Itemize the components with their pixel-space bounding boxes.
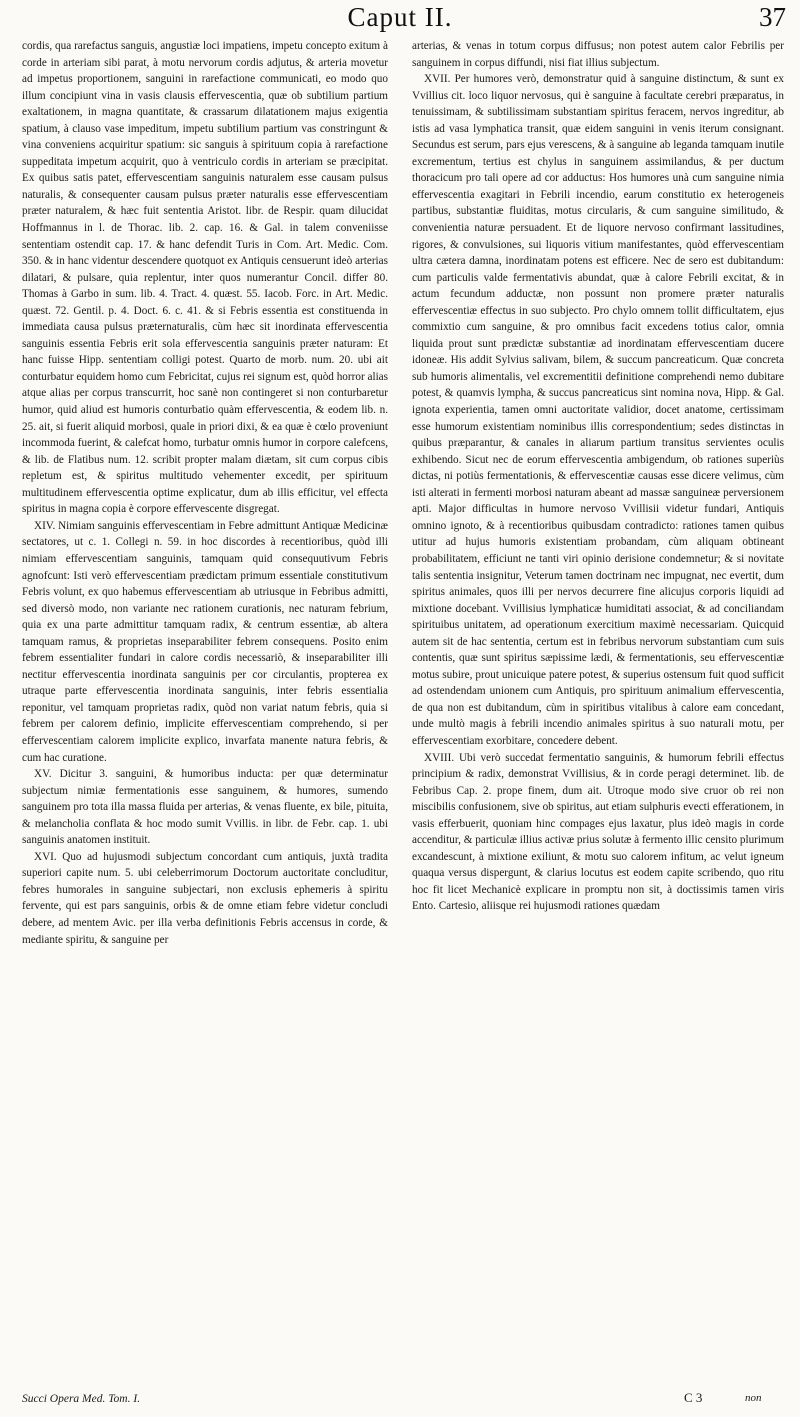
running-header <box>0 0 800 34</box>
paragraph: XV. Dicitur 3. sanguini, & humoribus inducta: per quæ determinatur subjectum nimiæ fermentationis esse sanguinem, & humores, sumendo sanguinem pro tota illa massa fluida per arterias, & venas fluente, ex bile, pituita, & melancholia conflata & hoc modo sumit Vvillis. in libr. de Febr. cap. 1. ubi sanguinis anatomen instituit. <box>22 768 388 847</box>
right-column <box>412 38 784 915</box>
paragraph: XVI. Quo ad hujusmodi subjectum concordant cum antiquis, juxtà tradita superiori capite num. 5. ubi celeberrimorum Doctorum auctoritate concluditur, febres humorales in sanguine subjectari, non exclusis ephemeris à spiritu fervente, qui est pars sanguinis, orbis & de omne etiam febre videtur concludi debere, ad mentem Avic. per illa verba definitionis Febris accensus in corde, & mediante spiritu, & sanguine per <box>22 850 388 946</box>
catchword: non <box>745 1392 762 1404</box>
left-column <box>22 38 388 948</box>
chapter-title: Caput II. <box>347 2 453 32</box>
paragraph: cordis, qua rarefactus sanguis, angustiæ loci impatiens, impetu concepto exitum à corde in arteriam sibi parat, à motu nervorum cordis adjutus, & arteria movetur ad impetus proportionem, sanguini in rarefactione communicati, eo modo quo illum concipiunt vina in vasis clausis effervescentia, quæ ob subtilium partium exaltationem, in magna quantitate, & crassarum dilatationem majus exigentia spatium, à clauso vase impeditum, impetu subtilium partium vas constringunt & vina conveniens acquiritur spatium: sic sanguis à spirituum copia à rarefactione suppeditata impetum acquirit, quo à ventriculo cordis in arteriam se præcipitat. Ex quibus satis patet, effervescentiam sanguinis naturalem esse causam pulsus naturalis, & consequenter causam pulsus præter naturalis esse effervescentiam præter naturalem, & hæc fuit sententia Aristot. libr. de Respir. quam dilucidat Hoffmannus in l. de Thorac. lib. 2. cap. 16. & Gal. in talem conveniisse sententiam ostendit cap. 17. & hanc defendit Turis in Com. Art. Medic. Com. 350. & in hanc videntur descendere quotquot ex Antiquis censuerunt ideò arterias dilatari, & pulsare, quia replentur, inter quos numerantur Concil. differ 80. Thomas à Garbo in sum. lib. 4. Tract. 4. quæst. 55. Iacob. Forc. in Art. Medic. quæst. 72. Gentil. p. 4. Doct. 6. c. 41. & si Febris essentia est constituenda in immediata causa pulsus præternaturalis, cùm hæc sit inordinata effervescentia sanguinis essentia Febris erit sola effervescentia sanguinis præter naturam: Et hanc fuisse Hipp. sententiam colligi potest. Quarto de morb. num. 20. ubi ait conturbatur equidem homo cum Febricitat, cujus rei signum est, quòd horror alias atque alias per corpus transcurrit, hoc sanè non contingeret si non conturbaretur humor, quid aliud est humoris conturbatio quàm effervescentia, & eodem lib. n. 25. ait, si fuerit aliquid morbosi, quale in priori dixi, & ea quæ è cœlo proveniunt incommoda fuerint, & calefcat homo, turbatur omnis humor in corpore calefcens, & lib. de Flatibus num. 12. scribit propter malam diætam, sit cum corpus cibis repletum est, & spiritus multitudo vehementer excedit, per spirituum multitudinem effervescentia optime explicatur, dum ab illis efficitur, vel effecta spiritus in magna copia è corpore effervescente disgregat. <box>22 40 388 516</box>
signature-line: Succi Opera Med. Tom. I. <box>22 1393 141 1405</box>
signature-mark: C 3 <box>684 1390 703 1405</box>
paragraph: arterias, & venas in totum corpus diffusus; non potest autem calor Febrilis per sanguinem in corpus diffundi, nisi fiat illius subjectum. <box>412 40 784 69</box>
paragraph: XVII. Per humores verò, demonstratur quid à sanguine distinctum, & sunt ex Vvillius cit. loco liquor nervosus, qui è sanguine à facultate cerebri præparatus, in tenuissimam, & subtilissimam substantiam spiritus feracem, nervos ingreditur, ab istis ad vasa lymphatica transit, quæ eidem sanguini in venis iterum consignant. Secundus est serum, pars ejus verescens, & à sanguine ab leganda tamquam inutile excrementum, tertius est chylus in sanguinem assimilandus, & per ductum thoracicum pro tali opere ad cor adductus: Hos humores unà cum sanguine nimia effervescentia exagitari in Febrili incendio, earum constitutio ex heterogeneis partibus, substantiæ fluiditas, motus circularis, & cum sanguine similitudo, & convenientia naturæ persuadent. Et de liquore nervoso confirmant lassitudines, rigores, & convulsiones, sui liquoris vitium manifestantes, quòd effervescentiam ultra cætera damna, inordinatam potens est efficere. Nec de sero est dubitandum: cum particulis valde fermentativis abundat, quæ à calore Febrili excitat, & in actum fecundum adductæ, non possunt non promere præter naturalis effervescentiæ effectus in suo subjecto. Pro chylo omnem tollit difficultatem, ejus commixtio cum sanguine, & pro omnibus facit excedens totius calor, omnia liquida prout sunt prædictæ substantiæ ad inordinatam effervescentiam ducere idoneæ. His addit Sylvius salivam, bilem, & succum pancreaticum. Quæ concreta sub humoris alimentalis, vel excrementitii definitione comprehendi nemo dubitare potest, & quamvis lympha, & succus pancreaticus sint nomina nova, Hipp. & Gal. ignota experientia, tamen omni auctoritate validior, docet anatome, certissimam esse humorum existentiam nominibus illis correspondentium; sedes distinctas in quibus præparantur, & canales in aliarum partium transitus servientes oculis exhibendo. Sicut nec de eorum effervescentia ambigendum, ob rationes superiùs dictas, ni potiùs fermentationis, & effervescentiæ causas esse dicere velimus, cùm isti alterati in fermenti morbosi naturam abeant ad massæ sanguineæ perversionem apti. Major difficultas in humore nervoso Vvillisii videtur fundari, Antiquis omnino ignoto, & à recentioribus quibusdam contradicto: rationes tamen quibus utitur ad hujus humoris existentiam probandam, cùm aliquam obtineant probabilitatem, efficiunt ne tanti viri opinio derisione condemnetur; & si novitate talis sententia insignitur, Veterum tamen doctrinam nec impugnat, nec evertit, dum spiritus animales, quos illi per nervos decurrere fine alicujus corporis liquidi ad mixtione docebant. Vvillisius lymphaticæ humiditati associat, & ad conciliandam spirituibus unitatem, ad operationum exercitium maximè necessariam. Quicquid autem sit de hac sententia, certum est in febribus nervorum substantiam cum suis contentis, quæ sunt spiritus sæpissime lædi, & fermentationis, seu effervescentiæ motus subire, prout unicuique patere potest, & superius ostensum fuit quod sufficit ad ostendendam unionem cum Antiquis, pro spirituum animalium effervescentia, de qua non est dubitandum, cùm in spiritibus vitalibus à calore eam concedant, unde multò magis à febrili incendio animales spiritus à suo naturali motu, per effervescentiam exorbitare, concedere debent. <box>412 73 784 747</box>
paragraph: XVIII. Ubi verò succedat fermentatio sanguinis, & humorum febrili effectus principium & radix, demonstrat Vvillisius, & in corde peragi determinet. lib. de Febribus Cap. 2. prope finem, dum ait. Utroque modo sive cruor ob rei non miscibilis confusionem, sive ob spiritus, aut etiam sulphuris evecti efferationem, in vasis efferbuerit, quoniam hinc compages ejus laxatur, plus ideò magis in corde accenditur, & particulæ illius activæ prius solutæ à fermento illic censito plurimum excandescunt, à mixtione exiliunt, & motu suo calorem infitum, ac velut igneum quaqua versus dispergunt, & clarius locutus est eodem capite scribendo, quo ritu hoc fit licet Mechanicè explicare in promptu non sit, à doctissimis tamen viris Ento. Cartesio, aliisque rei hujusmodi rationes quædam <box>412 751 784 913</box>
page-number: 37 <box>759 2 786 32</box>
paragraph: XIV. Nimiam sanguinis effervescentiam in Febre admittunt Antiquæ Medicinæ sectatores, ut c. 1. Collegi n. 59. in hoc discordes à recentioribus, quòd illi nimiam effervescentiam sanguinis, tamquam quid consequutivum Febris agnofcunt: Isti verò effervescentiam prædictam primum essentiale constitutivum Febris volunt, ex quo habemus effervescentiam ab utriusque in Febribus admitti, sed diversò modo, non variante nec rationem curationis, nec naturam febrium, quia ex una parte admittitur tamquam radix, & centrum essentiæ, ab altera tamquam ramus, & proprietas inseparabiliter febrem consequens. Posito enim febrem essentialiter fundari in calore cordis necessariò, & inseparabiliter illi nectitur effervescentia inordinata sanguinis per cor circulantis, propterea ex utraque parte effervescentia inordinata sanguinis, inter febris essentialia reponitur, vel tamquam proprietas radix, quòd non variat natum febris, quia si febrem per calorem definio, implicite effervescentiam comprehendo, si per effervescentiam calorem implicite explico, invarfata manente natura febris, & cum hac curatione. <box>22 519 388 764</box>
